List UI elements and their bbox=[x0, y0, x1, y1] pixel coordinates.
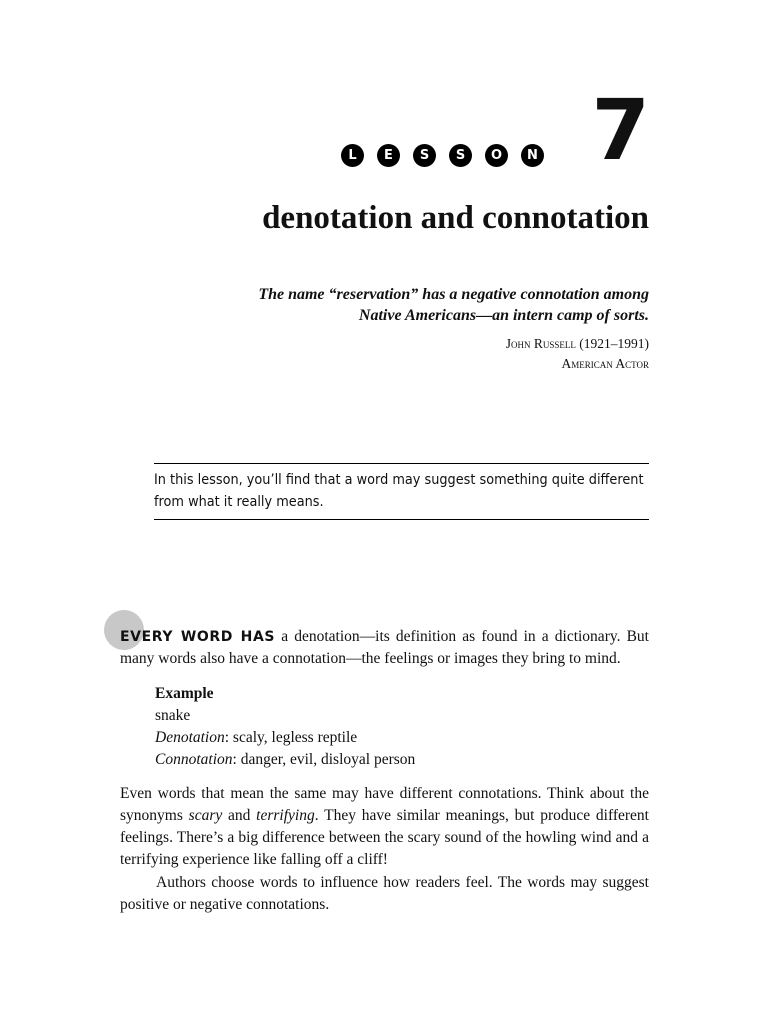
lesson-letter: E bbox=[377, 144, 400, 167]
denotation-label: Denotation bbox=[155, 728, 225, 746]
emphasized-word: terrifying bbox=[256, 806, 315, 824]
paragraph bbox=[120, 626, 649, 671]
paragraph-text: and bbox=[222, 806, 257, 824]
epigraph-author-role: American Actor bbox=[561, 356, 649, 371]
lesson-label bbox=[341, 144, 544, 167]
emphasized-word: scary bbox=[188, 806, 223, 824]
paragraph: Authors choose words to influence how readers feel. The words may suggest positive or negative connotations. bbox=[120, 873, 649, 914]
denotation-text: : scaly, legless reptile bbox=[224, 728, 358, 746]
example-word: snake bbox=[155, 706, 191, 724]
example-block bbox=[155, 683, 649, 771]
lesson-letter: N bbox=[521, 144, 544, 167]
epigraph-quote-line: The name “reservation” has a negative connotation among bbox=[258, 286, 649, 303]
example-label: Example bbox=[155, 684, 214, 702]
epigraph-author: John Russell (1921–1991) bbox=[505, 336, 649, 351]
paragraph bbox=[120, 783, 649, 872]
lesson-body bbox=[120, 626, 649, 916]
connotation-label: Connotation bbox=[155, 750, 233, 768]
epigraph-attribution bbox=[189, 334, 649, 374]
connotation-line bbox=[155, 749, 649, 771]
epigraph-quote bbox=[189, 284, 649, 326]
connotation-text: : danger, evil, disloyal person bbox=[232, 750, 416, 768]
denotation-line bbox=[155, 727, 649, 749]
lesson-letter: L bbox=[341, 144, 364, 167]
lesson-intro-box bbox=[154, 463, 649, 520]
paragraph-text: . They have similar meanings, but produce different feelings. There’s a big difference between the scary sound of the howling wind and a terrifying experience like falling off a cliff! bbox=[120, 806, 649, 869]
lesson-letter: S bbox=[449, 144, 472, 167]
lesson-number: 7 bbox=[591, 81, 650, 179]
paragraph-text: Even words that mean the same may have different connotations. Think about the synonyms bbox=[120, 784, 649, 824]
lesson-title: denotation and connotation bbox=[262, 200, 649, 236]
paragraph-text: a denotation—its definition as found in a dictionary. But many words also have a connotation—the feelings or images they bring to mind. bbox=[120, 628, 649, 668]
epigraph bbox=[189, 284, 649, 374]
epigraph-quote-line: Native Americans—an intern camp of sorts. bbox=[358, 307, 649, 324]
lead-in-text: EVERY WORD HAS bbox=[120, 629, 276, 645]
lesson-intro-text: In this lesson, you’ll find that a word may suggest something quite different from what it really means. bbox=[154, 472, 644, 510]
lesson-letter: S bbox=[413, 144, 436, 167]
lesson-letter: O bbox=[485, 144, 508, 167]
